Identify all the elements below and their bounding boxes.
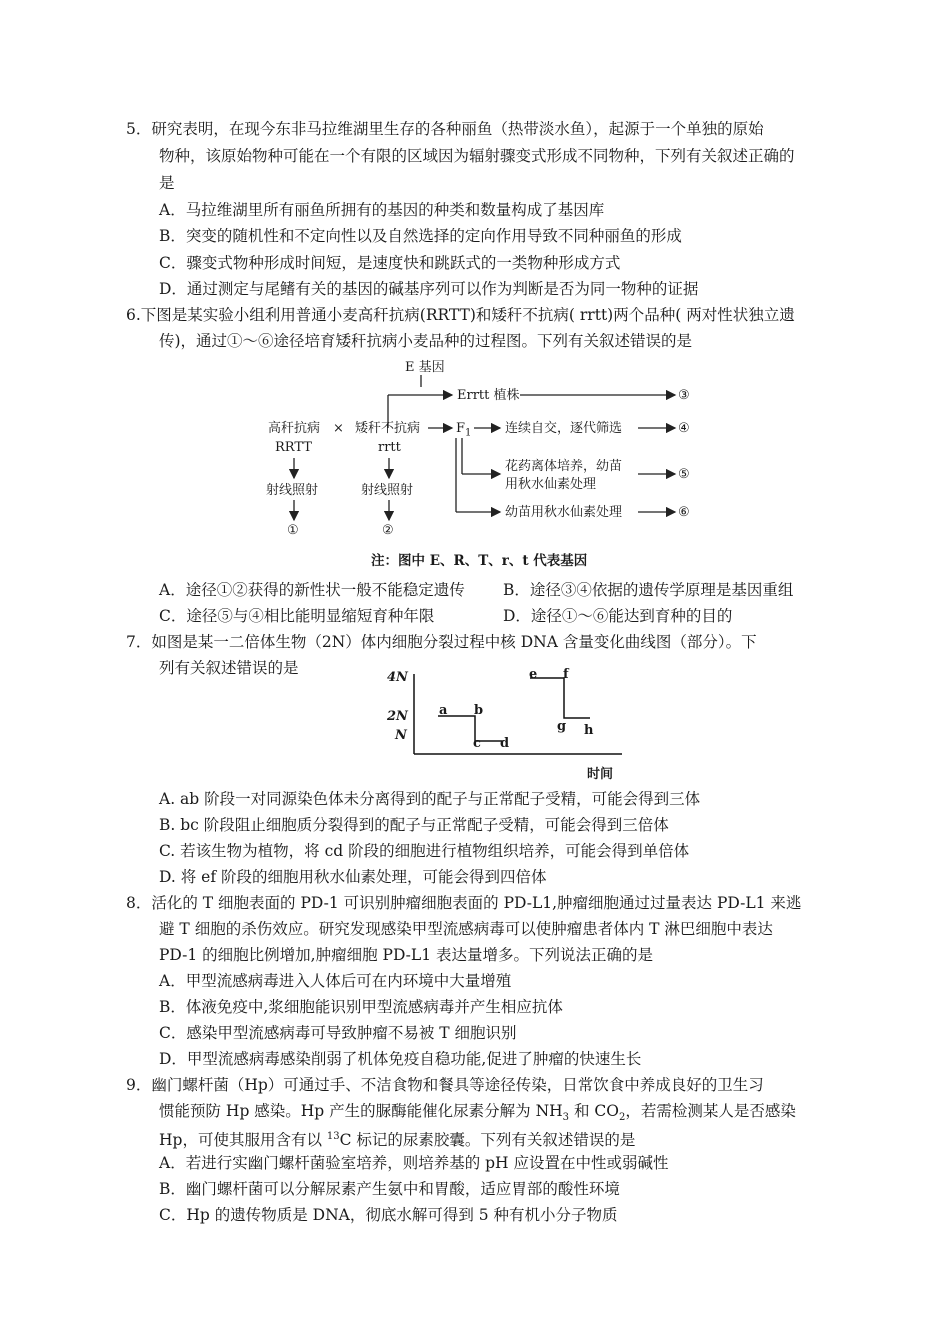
- point-h: h: [584, 723, 594, 738]
- q9-stem-line2: 惯能预防 Hp 感染。Hp 产生的脲酶能催化尿素分解为 $NH_3$ 和 $CO_2$，若需检测某人是否感染: [159, 1102, 796, 1124]
- point-f: f: [563, 667, 569, 682]
- q6-option-d: D．途径①～⑥能达到育种的目的: [503, 607, 733, 625]
- path-5-label: ⑤: [678, 467, 690, 482]
- self-cross-label: 连续自交，逐代筛选: [505, 421, 623, 436]
- q5-stem-line1: 5．研究表明，在现今东非马拉维湖里生存的各种丽鱼（热带淡水鱼），起源于一个单独的原始: [126, 120, 764, 138]
- q8-option-a: A．甲型流感病毒进入人体后可在内环境中大量增殖: [159, 972, 512, 990]
- f1-label: $F_1$: [456, 421, 472, 439]
- q6-stem-line1: 6.下图是某实验小组利用普通小麦高秆抗病(RRTT)和矮秆不抗病( rrtt)两个品种( 两对性状独立遗: [126, 306, 795, 324]
- q8-stem-line2: 避 T 细胞的杀伤效应。研究发现感染甲型流感病毒可以使肿瘤患者体内 T 淋巴细胞中表达: [159, 920, 773, 938]
- point-c: c: [473, 736, 481, 751]
- diagram-note: 注：图中 E、R、T、r、t 代表基因: [371, 553, 588, 569]
- q9-option-c: C．Hp 的遗传物质是 DNA，彻底水解可得到 5 种有机小分子物质: [159, 1206, 618, 1224]
- cross-symbol: ×: [333, 421, 344, 436]
- q5-stem-line3: 是: [159, 174, 175, 192]
- anther-culture-label-2: 用秋水仙素处理: [505, 477, 597, 492]
- q5-stem-line2: 物种，该原始物种可能在一个有限的区域因为辐射骤变式形成不同物种，下列有关叙述正确的: [159, 147, 795, 165]
- q6-option-c: C．途径⑤与④相比能明显缩短育种年限: [159, 607, 435, 625]
- q6-stem-line2: 传)，通过①～⑥途径培育矮秆抗病小麦品种的过程图。下列有关叙述错误的是: [159, 332, 693, 350]
- q5-option-d: D．通过测定与尾鳍有关的基因的碱基序列可以作为判断是否为同一物种的证据: [159, 280, 699, 298]
- point-g: g: [557, 719, 567, 734]
- q8-stem-line1: 8．活化的 T 细胞表面的 PD-1 可识别肿瘤细胞表面的 PD-L1,肿瘤细胞通过过量表达 PD-L1 来逃: [126, 894, 802, 912]
- point-b: b: [474, 703, 484, 718]
- q7-stem-line2: 列有关叙述错误的是: [159, 659, 299, 677]
- q8-option-c: C．感染甲型流感病毒可导致肿瘤不易被 T 细胞识别: [159, 1024, 517, 1042]
- y-tick-4n: 4N: [387, 670, 408, 685]
- q8-stem-line3: PD-1 的细胞比例增加,肿瘤细胞 PD-L1 表达量增多。下列说法正确的是: [159, 946, 653, 964]
- point-a: a: [439, 703, 448, 718]
- q7-option-b: B. bc 阶段阻止细胞质分裂得到的配子与正常配子受精，可能会得到三倍体: [159, 816, 669, 834]
- p2-name: 矮秆不抗病: [355, 421, 421, 436]
- path-3-label: ③: [678, 388, 690, 403]
- q8-option-b: B．体液免疫中,浆细胞能识别甲型流感病毒并产生相应抗体: [159, 998, 563, 1016]
- p1-genotype: RRTT: [275, 440, 312, 455]
- seedling-label: 幼苗用秋水仙素处理: [505, 505, 623, 520]
- q6-option-a: A．途径①②获得的新性状一般不能稳定遗传: [159, 581, 465, 599]
- q5-option-a: A．马拉维湖里所有丽鱼所拥有的基因的种类和数量构成了基因库: [159, 201, 605, 219]
- point-d: d: [500, 736, 510, 751]
- q7-stem-line1: 7．如图是某一二倍体生物（2N）体内细胞分裂过程中核 DNA 含量变化曲线图（部分）。下: [126, 633, 757, 651]
- path-4-label: ④: [678, 421, 690, 436]
- p1-name: 高秆抗病: [268, 421, 321, 436]
- q8-option-d: D．甲型流感病毒感染削弱了机体免疫自稳功能,促进了肿瘤的快速生长: [159, 1050, 642, 1068]
- q5-option-b: B．突变的随机性和不定向性以及自然选择的定向作用导致不同种丽鱼的形成: [159, 227, 682, 245]
- path-2-label: ②: [382, 523, 394, 538]
- radiation-label-2: 射线照射: [361, 483, 414, 498]
- y-tick-n: N: [395, 728, 407, 743]
- path-6-label: ⑥: [678, 505, 690, 520]
- curve-efgh: [530, 678, 590, 718]
- q9-stem-line1: 9．幽门螺杆菌（Hp）可通过手、不洁食物和餐具等途径传染，日常饮食中养成良好的卫生习: [126, 1076, 764, 1094]
- p2-genotype: rrtt: [378, 440, 401, 455]
- q7-option-c: C. 若该生物为植物，将 cd 阶段的细胞进行植物组织培养，可能会得到单倍体: [159, 842, 690, 860]
- q5-option-c: C．骤变式物种形成时间短，是速度快和跳跃式的一类物种形成方式: [159, 254, 621, 272]
- anther-culture-label-1: 花药离体培养，幼苗: [505, 459, 623, 474]
- e-gene-label: E 基因: [405, 360, 445, 375]
- x-axis-label: 时间: [587, 767, 614, 782]
- q6-option-b: B．途径③④依据的遗传学原理是基因重组: [503, 581, 794, 599]
- q7-option-d: D. 将 ef 阶段的细胞用秋水仙素处理，可能会得到四倍体: [159, 868, 547, 886]
- q9-stem-line3: Hp，可使其服用含有以 $^{13}$C 标记的尿素胶囊。下列有关叙述错误的是: [159, 1131, 636, 1150]
- y-tick-2n: 2N: [387, 709, 408, 724]
- radiation-label-1: 射线照射: [266, 483, 319, 498]
- point-e: e: [529, 667, 538, 682]
- q9-option-b: B．幽门螺杆菌可以分解尿素产生氨中和胃酸，适应胃部的酸性环境: [159, 1180, 620, 1198]
- path-1-label: ①: [287, 523, 299, 538]
- curve-abcd: [438, 716, 502, 741]
- q9-option-a: A．若进行实幽门螺杆菌验室培养，则培养基的 pH 应设置在中性或弱碱性: [159, 1154, 669, 1172]
- q7-option-a: A. ab 阶段一对同源染色体未分离得到的配子与正常配子受精，可能会得到三体: [159, 790, 701, 808]
- errtt-label: Errtt 植株: [457, 388, 520, 403]
